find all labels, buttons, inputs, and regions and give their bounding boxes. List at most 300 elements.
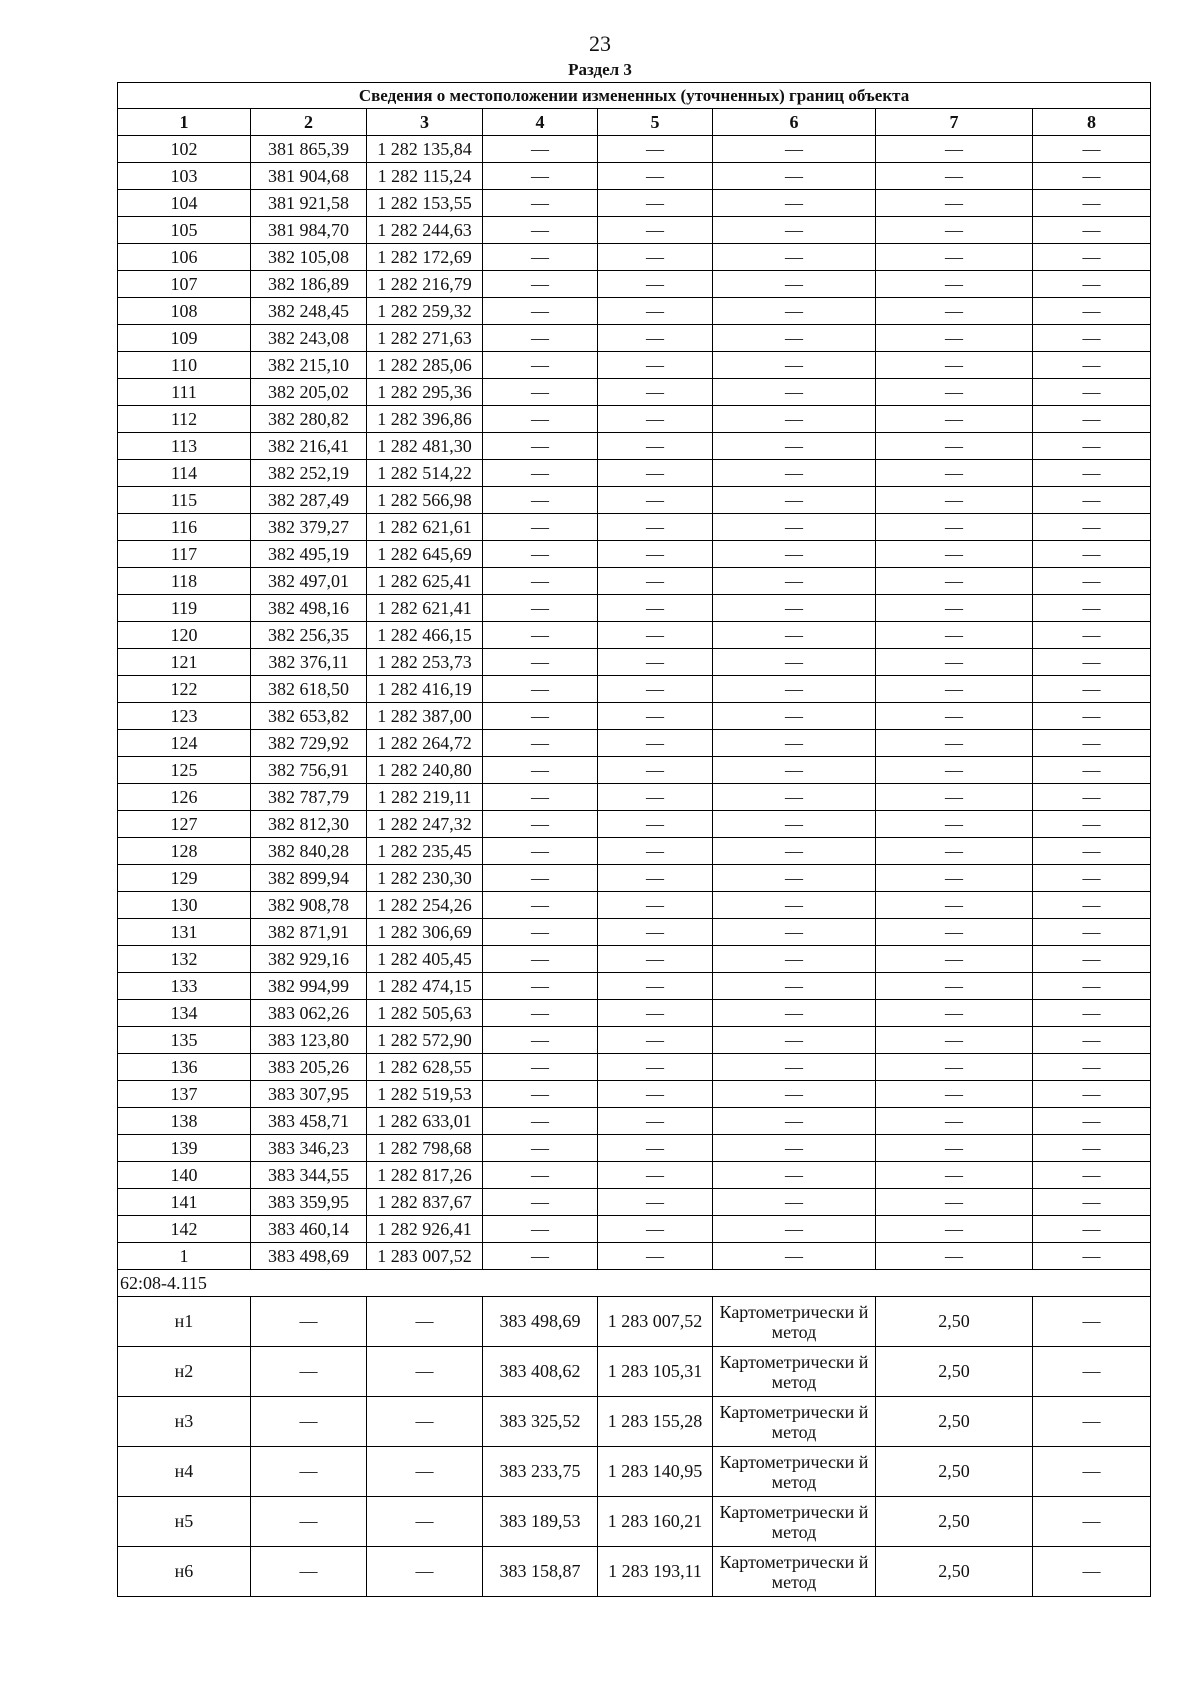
table-row — [118, 676, 1151, 703]
table-cell: 140 — [118, 1162, 251, 1189]
table-cell: 131 — [118, 919, 251, 946]
table-cell: н2 — [118, 1347, 251, 1397]
table-cell: 125 — [118, 757, 251, 784]
table-cell: 120 — [118, 622, 251, 649]
table-cell: 1 282 628,55 — [367, 1054, 483, 1081]
table-cell: 1 282 926,41 — [367, 1216, 483, 1243]
table-row — [118, 1000, 1151, 1027]
table-cell: 1 282 514,22 — [367, 460, 483, 487]
table-cell: — — [876, 163, 1033, 190]
column-header: 4 — [483, 109, 598, 136]
table-cell: — — [598, 892, 713, 919]
header-row — [118, 109, 1151, 136]
table-cell: — — [598, 622, 713, 649]
table-cell: 383 408,62 — [483, 1347, 598, 1397]
table-cell: 382 379,27 — [251, 514, 367, 541]
table-cell: 2,50 — [876, 1297, 1033, 1347]
table-cell: — — [876, 649, 1033, 676]
table-cell: 1 282 645,69 — [367, 541, 483, 568]
table-cell: Картометрически й метод — [713, 1447, 876, 1497]
table-cell: — — [598, 1135, 713, 1162]
table-cell: — — [1033, 1547, 1151, 1597]
table-cell: 382 729,92 — [251, 730, 367, 757]
table-cell: — — [483, 541, 598, 568]
table-cell: — — [483, 325, 598, 352]
table-cell: — — [1033, 1243, 1151, 1270]
table-row — [118, 1497, 1151, 1547]
table-cell: — — [598, 865, 713, 892]
table-row — [118, 1447, 1151, 1497]
table-cell: — — [876, 244, 1033, 271]
table-cell: — — [713, 865, 876, 892]
table-cell: 1 282 230,30 — [367, 865, 483, 892]
table-cell: — — [713, 676, 876, 703]
table-cell: 2,50 — [876, 1347, 1033, 1397]
table-cell: 2,50 — [876, 1447, 1033, 1497]
table-cell: — — [1033, 811, 1151, 838]
table-cell: — — [251, 1397, 367, 1447]
table-cell: 1 282 416,19 — [367, 676, 483, 703]
table-cell: — — [483, 892, 598, 919]
table-cell: — — [483, 1135, 598, 1162]
table-cell: — — [876, 190, 1033, 217]
table-cell: — — [598, 1108, 713, 1135]
table-cell: 1 282 481,30 — [367, 433, 483, 460]
table-cell: 1 — [118, 1243, 251, 1270]
table-caption: Сведения о местоположении измененных (уточненных) границ объекта — [118, 83, 1151, 109]
column-header: 7 — [876, 109, 1033, 136]
table-cell: — — [598, 784, 713, 811]
table-cell: 383 158,87 — [483, 1547, 598, 1597]
table-cell: — — [713, 919, 876, 946]
table-cell: — — [598, 1216, 713, 1243]
table-cell: — — [1033, 271, 1151, 298]
table-cell: — — [713, 568, 876, 595]
table-cell: 135 — [118, 1027, 251, 1054]
table-cell: 1 282 271,63 — [367, 325, 483, 352]
table-cell: 104 — [118, 190, 251, 217]
table-cell: — — [598, 1000, 713, 1027]
table-row — [118, 622, 1151, 649]
table-cell: 1 282 259,32 — [367, 298, 483, 325]
table-cell: — — [876, 325, 1033, 352]
table-cell: 1 282 153,55 — [367, 190, 483, 217]
table-cell: — — [1033, 1497, 1151, 1547]
table-cell: — — [1033, 1297, 1151, 1347]
table-cell: 1 282 798,68 — [367, 1135, 483, 1162]
table-cell: — — [713, 730, 876, 757]
table-cell: — — [598, 1054, 713, 1081]
table-cell: 382 248,45 — [251, 298, 367, 325]
table-cell: 383 233,75 — [483, 1447, 598, 1497]
table-cell: — — [1033, 1054, 1151, 1081]
table-row — [118, 136, 1151, 163]
table-row — [118, 865, 1151, 892]
table-row — [118, 1397, 1151, 1447]
table-cell: — — [367, 1447, 483, 1497]
table-cell: — — [876, 406, 1033, 433]
table-cell: — — [483, 487, 598, 514]
table-cell: 382 498,16 — [251, 595, 367, 622]
table-cell: — — [251, 1547, 367, 1597]
table-cell: — — [713, 190, 876, 217]
table-row — [118, 352, 1151, 379]
table-cell: — — [713, 1243, 876, 1270]
table-row — [118, 379, 1151, 406]
table-cell: 1 282 837,67 — [367, 1189, 483, 1216]
table-cell: — — [1033, 136, 1151, 163]
table-cell: — — [1033, 622, 1151, 649]
table-cell: — — [876, 1243, 1033, 1270]
table-cell: — — [876, 433, 1033, 460]
table-cell: — — [713, 1027, 876, 1054]
table-cell: — — [1033, 487, 1151, 514]
table-cell: — — [713, 271, 876, 298]
table-cell: — — [876, 676, 1033, 703]
table-cell: — — [483, 622, 598, 649]
table-row — [118, 190, 1151, 217]
table-cell: — — [876, 460, 1033, 487]
table-cell: — — [598, 703, 713, 730]
table-cell: 1 282 295,36 — [367, 379, 483, 406]
table-cell: 126 — [118, 784, 251, 811]
table-cell: 103 — [118, 163, 251, 190]
table-cell: 113 — [118, 433, 251, 460]
table-cell: — — [713, 622, 876, 649]
table-cell: 111 — [118, 379, 251, 406]
table-cell: 2,50 — [876, 1547, 1033, 1597]
table-cell: 383 359,95 — [251, 1189, 367, 1216]
table-cell: — — [713, 406, 876, 433]
table-cell: 2,50 — [876, 1397, 1033, 1447]
table-cell: — — [1033, 298, 1151, 325]
table-cell: — — [713, 460, 876, 487]
table-cell: 1 282 387,00 — [367, 703, 483, 730]
table-cell: 1 282 621,61 — [367, 514, 483, 541]
table-cell: — — [1033, 1397, 1151, 1447]
table-cell: — — [1033, 784, 1151, 811]
table-cell: — — [713, 514, 876, 541]
table-cell: 107 — [118, 271, 251, 298]
table-cell: — — [483, 811, 598, 838]
table-cell: 382 105,08 — [251, 244, 367, 271]
table-cell: — — [713, 487, 876, 514]
table-cell: 1 282 396,86 — [367, 406, 483, 433]
table-cell: — — [876, 352, 1033, 379]
table-cell: — — [598, 1189, 713, 1216]
table-cell: 383 205,26 — [251, 1054, 367, 1081]
page-number: 23 — [589, 31, 611, 56]
table-cell: 1 283 155,28 — [598, 1397, 713, 1447]
table-cell: — — [483, 136, 598, 163]
table-cell: — — [598, 325, 713, 352]
table-cell: 383 458,71 — [251, 1108, 367, 1135]
table-cell: 1 282 633,01 — [367, 1108, 483, 1135]
table-cell: — — [367, 1397, 483, 1447]
table-cell: 116 — [118, 514, 251, 541]
table-cell: 105 — [118, 217, 251, 244]
table-cell: — — [483, 460, 598, 487]
table-cell: 383 346,23 — [251, 1135, 367, 1162]
column-header: 1 — [118, 109, 251, 136]
table-cell: — — [1033, 244, 1151, 271]
table-cell: — — [713, 433, 876, 460]
table-cell: — — [876, 1054, 1033, 1081]
table-cell: — — [1033, 1347, 1151, 1397]
table-cell: 1 282 572,90 — [367, 1027, 483, 1054]
table-row — [118, 784, 1151, 811]
column-header: 3 — [367, 109, 483, 136]
table-cell: — — [876, 1081, 1033, 1108]
table-row — [118, 973, 1151, 1000]
table-cell: 102 — [118, 136, 251, 163]
table-cell: 1 283 007,52 — [367, 1243, 483, 1270]
table-cell: — — [1033, 217, 1151, 244]
table-cell: — — [713, 1216, 876, 1243]
table-cell: 134 — [118, 1000, 251, 1027]
table-cell: — — [251, 1447, 367, 1497]
table-cell: — — [483, 379, 598, 406]
table-cell: — — [598, 298, 713, 325]
table-cell: 382 994,99 — [251, 973, 367, 1000]
table-cell: 1 282 466,15 — [367, 622, 483, 649]
table-cell: — — [876, 568, 1033, 595]
table-cell: 1 282 235,45 — [367, 838, 483, 865]
table-cell: — — [483, 1243, 598, 1270]
table-cell: — — [483, 163, 598, 190]
table-cell: — — [876, 1108, 1033, 1135]
table-cell: 382 243,08 — [251, 325, 367, 352]
table-cell: 2,50 — [876, 1497, 1033, 1547]
table-cell: 382 256,35 — [251, 622, 367, 649]
table-cell: — — [598, 163, 713, 190]
table-cell: — — [251, 1297, 367, 1347]
table-row — [118, 703, 1151, 730]
table-cell: 138 — [118, 1108, 251, 1135]
table-row — [118, 1027, 1151, 1054]
table-cell: — — [1033, 1216, 1151, 1243]
table-cell: — — [876, 271, 1033, 298]
table-row — [118, 919, 1151, 946]
table-cell: — — [876, 730, 1033, 757]
table-row — [118, 1135, 1151, 1162]
table-cell: — — [1033, 946, 1151, 973]
table-cell: — — [876, 757, 1033, 784]
table-cell: 382 495,19 — [251, 541, 367, 568]
table-cell: — — [1033, 703, 1151, 730]
table-cell: 1 282 254,26 — [367, 892, 483, 919]
table-cell: 128 — [118, 838, 251, 865]
table-cell: — — [876, 136, 1033, 163]
table-row — [118, 838, 1151, 865]
table-cell: — — [598, 1243, 713, 1270]
table-cell: — — [1033, 676, 1151, 703]
table-cell: — — [483, 514, 598, 541]
table-cell: 1 282 247,32 — [367, 811, 483, 838]
table-cell: 382 252,19 — [251, 460, 367, 487]
table-cell: 141 — [118, 1189, 251, 1216]
table-cell: — — [1033, 352, 1151, 379]
table-cell: 382 812,30 — [251, 811, 367, 838]
table-cell: 1 282 264,72 — [367, 730, 483, 757]
table-cell: 139 — [118, 1135, 251, 1162]
table-row — [118, 568, 1151, 595]
table-cell: — — [1033, 892, 1151, 919]
table-cell: 383 498,69 — [483, 1297, 598, 1347]
table-cell: — — [876, 1189, 1033, 1216]
table-row — [118, 541, 1151, 568]
table-cell: 1 282 240,80 — [367, 757, 483, 784]
table-cell: — — [876, 595, 1033, 622]
table-cell: — — [1033, 190, 1151, 217]
table-cell: — — [367, 1347, 483, 1397]
table-cell: — — [713, 703, 876, 730]
table-cell: 381 904,68 — [251, 163, 367, 190]
table-cell: — — [598, 352, 713, 379]
table-cell: 115 — [118, 487, 251, 514]
table-cell: — — [713, 163, 876, 190]
table-cell: — — [713, 784, 876, 811]
table-cell: — — [598, 946, 713, 973]
table-cell: — — [713, 244, 876, 271]
table-cell: 382 899,94 — [251, 865, 367, 892]
table-cell: 382 871,91 — [251, 919, 367, 946]
table-cell: 108 — [118, 298, 251, 325]
table-cell: 382 287,49 — [251, 487, 367, 514]
table-cell: 382 280,82 — [251, 406, 367, 433]
table-cell: 109 — [118, 325, 251, 352]
table-cell: 1 283 160,21 — [598, 1497, 713, 1547]
table-cell: — — [876, 622, 1033, 649]
table-row — [118, 244, 1151, 271]
table-row — [118, 298, 1151, 325]
table-cell: — — [876, 811, 1033, 838]
table-row — [118, 1189, 1151, 1216]
table-cell: 129 — [118, 865, 251, 892]
table-cell: — — [876, 1162, 1033, 1189]
table-cell: — — [598, 514, 713, 541]
table-cell: — — [876, 514, 1033, 541]
table-cell: 110 — [118, 352, 251, 379]
table-cell: — — [598, 217, 713, 244]
table-row — [118, 217, 1151, 244]
table-cell: 382 186,89 — [251, 271, 367, 298]
table-cell: — — [713, 973, 876, 1000]
table-cell: 383 307,95 — [251, 1081, 367, 1108]
table-cell: 1 282 505,63 — [367, 1000, 483, 1027]
table-cell: — — [1033, 379, 1151, 406]
table-row — [118, 1054, 1151, 1081]
table-cell: — — [483, 352, 598, 379]
table-cell: — — [713, 1000, 876, 1027]
table-cell: 122 — [118, 676, 251, 703]
table-cell: 382 908,78 — [251, 892, 367, 919]
table-cell: — — [876, 919, 1033, 946]
table-cell: — — [876, 784, 1033, 811]
table-cell: — — [1033, 163, 1151, 190]
table-cell: — — [598, 460, 713, 487]
table-cell: н3 — [118, 1397, 251, 1447]
table-cell: 114 — [118, 460, 251, 487]
table-cell: 382 787,79 — [251, 784, 367, 811]
table-row — [118, 946, 1151, 973]
table-row — [118, 460, 1151, 487]
table-cell: 1 282 625,41 — [367, 568, 483, 595]
table-cell: — — [251, 1347, 367, 1397]
table-row — [118, 433, 1151, 460]
table-row — [118, 730, 1151, 757]
table-cell: 1 282 135,84 — [367, 136, 483, 163]
table-cell: — — [876, 541, 1033, 568]
table-cell: н4 — [118, 1447, 251, 1497]
table-cell: 382 205,02 — [251, 379, 367, 406]
table-row — [118, 892, 1151, 919]
table-cell: 1 282 621,41 — [367, 595, 483, 622]
table-cell: — — [876, 703, 1033, 730]
table-cell: 112 — [118, 406, 251, 433]
table-cell: — — [483, 676, 598, 703]
table-cell: 130 — [118, 892, 251, 919]
table-cell: — — [713, 1135, 876, 1162]
table-cell: н1 — [118, 1297, 251, 1347]
table-cell: 1 283 193,11 — [598, 1547, 713, 1597]
table-row — [118, 1216, 1151, 1243]
table-cell: 383 325,52 — [483, 1397, 598, 1447]
table-cell: — — [713, 595, 876, 622]
table-cell: — — [1033, 1000, 1151, 1027]
table-cell: — — [483, 757, 598, 784]
table-cell: — — [598, 244, 713, 271]
table-row — [118, 1162, 1151, 1189]
table-cell: — — [713, 1108, 876, 1135]
table-cell: — — [483, 1027, 598, 1054]
table-cell: — — [713, 298, 876, 325]
column-header: 5 — [598, 109, 713, 136]
table-cell: — — [1033, 649, 1151, 676]
table-cell: — — [598, 1027, 713, 1054]
table-cell: 382 215,10 — [251, 352, 367, 379]
table-row — [118, 649, 1151, 676]
table-cell: н5 — [118, 1497, 251, 1547]
table-cell: — — [1033, 919, 1151, 946]
table-row — [118, 757, 1151, 784]
table-cell: — — [1033, 541, 1151, 568]
table-cell: — — [598, 568, 713, 595]
table-cell: — — [713, 649, 876, 676]
table-cell: — — [483, 271, 598, 298]
table-cell: 381 865,39 — [251, 136, 367, 163]
table-cell: — — [713, 946, 876, 973]
table-cell: — — [483, 865, 598, 892]
table-cell: — — [483, 433, 598, 460]
table-cell: — — [483, 1216, 598, 1243]
table-cell: — — [483, 730, 598, 757]
table-cell: — — [483, 190, 598, 217]
table-cell: — — [598, 487, 713, 514]
table-cell: 383 344,55 — [251, 1162, 367, 1189]
table-cell: 383 123,80 — [251, 1027, 367, 1054]
table-cell: — — [598, 838, 713, 865]
table-cell: — — [1033, 460, 1151, 487]
table-cell: — — [1033, 730, 1151, 757]
table-cell: 1 282 566,98 — [367, 487, 483, 514]
table-cell: — — [483, 1081, 598, 1108]
table-cell: — — [1033, 1027, 1151, 1054]
table-cell: — — [1033, 1162, 1151, 1189]
table-cell: 124 — [118, 730, 251, 757]
table-cell: — — [598, 730, 713, 757]
table-cell: — — [1033, 1447, 1151, 1497]
